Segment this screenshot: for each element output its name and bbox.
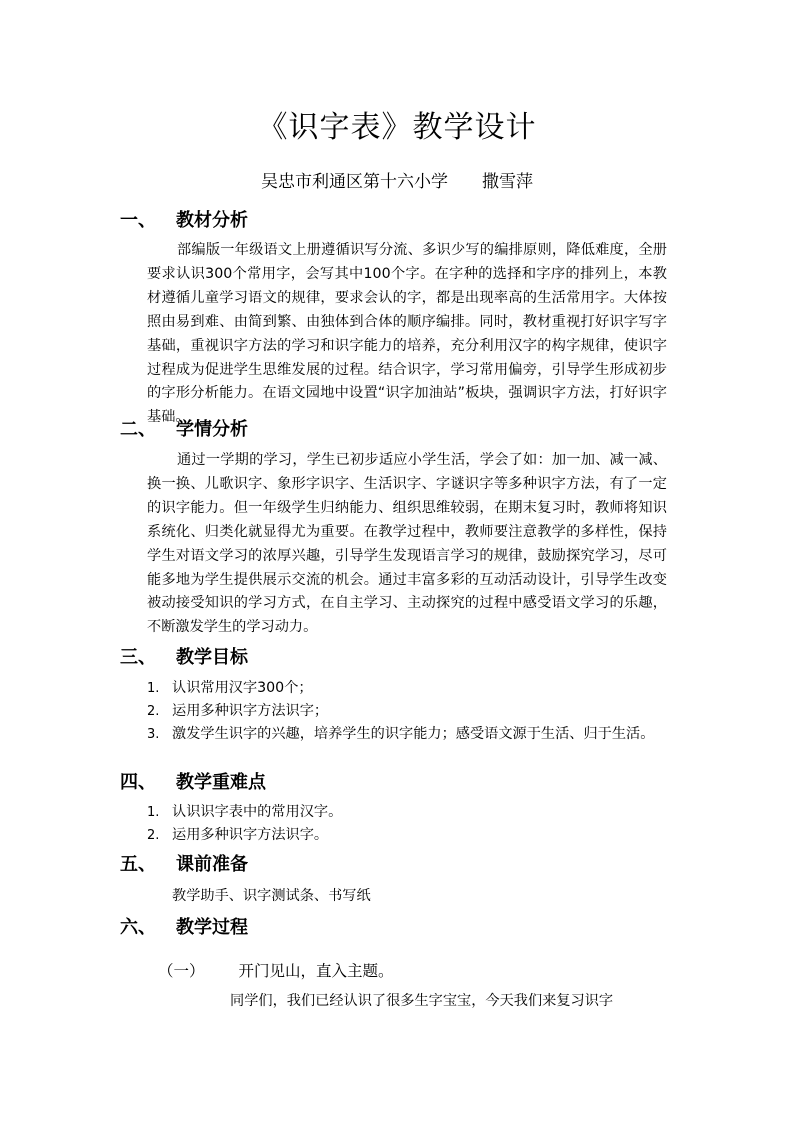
section-number: 五、 (120, 854, 156, 875)
list-number: 2. (147, 704, 160, 719)
list-text: 认识识字表中的常用汉字。 (172, 804, 343, 820)
section-heading-key-points (120, 770, 266, 796)
author-name: 撒雪萍 (482, 172, 533, 192)
section-title: 课前准备 (176, 854, 248, 875)
author-line (0, 170, 794, 194)
section-number: 六、 (120, 917, 156, 938)
list-number: 1. (147, 805, 160, 820)
key-points-list (147, 802, 672, 848)
section-number: 二、 (120, 419, 156, 440)
section-title: 教学过程 (176, 917, 248, 938)
list-item (147, 678, 672, 699)
section-title: 教学重难点 (176, 772, 266, 793)
process-step-heading (158, 959, 394, 983)
list-text: 运用多种识字方法识字。 (172, 827, 329, 843)
section-title: 学情分析 (176, 419, 248, 440)
list-number: 3. (147, 727, 160, 742)
list-text: 运用多种识字方法识字； (172, 703, 329, 719)
section-title: 教学目标 (176, 647, 248, 668)
list-item (147, 825, 672, 846)
process-step-text: 同学们，我们已经认识了很多生字宝宝，今天我们来复习识字 (230, 993, 614, 1009)
list-number: 2. (147, 828, 160, 843)
section-heading-preparation (120, 852, 248, 878)
objectives-list (147, 678, 672, 747)
step-number: （一） (158, 962, 205, 980)
section-heading-process (120, 915, 248, 941)
section-body-materials: 部编版一年级语文上册遵循识写分流、多识少写的编排原则，降低难度，全册要求认识300个常用字，会写其中100个字。在字种的选择和字序的排列上，本教材遵循儿童学习语文的规律，要求会认的字，都是出现率高的生活常用字。大体按照由易到难、由简到繁、由独体到合体的顺序编排。同时，教材重视打好识字写字基础，重视识字方法的学习和识字能力的培养，充分利用汉字的构字规律，使识字过程成为促进学生思维发展的过程。结合识字，学习常用偏旁，引导学生形成初步的字形分析能力。在语文园地中设置“识字加油站”板块，强调识字方法，打好识字基础。 (147, 242, 667, 426)
list-number: 1. (147, 681, 160, 696)
list-item (147, 802, 672, 823)
section-heading-objectives (120, 645, 248, 671)
section-body-preparation: 教学助手、识字测试条、书写纸 (172, 888, 371, 904)
document-title: 《识字表》教学设计 (257, 110, 537, 145)
section-number: 三、 (120, 647, 156, 668)
list-item (147, 724, 672, 745)
section-number: 四、 (120, 772, 156, 793)
section-body-students: 通过一学期的学习，学生已初步适应小学生活，学会了如：加一加、减一减、换一换、儿歌识字、象形字识字、生活识字、字谜识字等多种识字方法，有了一定的识字能力。但一年级学生归纳能力、组织思维较弱，在期末复习时，教师将知识系统化、归类化就显得尤为重要。在教学过程中，教师要注意教学的多样性，保持学生对语文学习的浓厚兴趣，引导学生发现语言学习的规律，鼓励探究学习，尽可能多地为学生提供展示交流的机会。通过丰富多彩的互动活动设计，引导学生改变被动接受知识的学习方式，在自主学习、主动探究的过程中感受语文学习的乐趣，不断激发学生的学习动力。 (147, 452, 667, 636)
list-item (147, 701, 672, 722)
school-name: 吴忠市利通区第十六小学 (261, 172, 448, 192)
list-text: 激发学生识字的兴趣，培养学生的识字能力；感受语文源于生活、归于生活。 (172, 726, 655, 742)
section-heading-materials (120, 208, 248, 234)
list-text: 认识常用汉字300个； (172, 680, 313, 696)
section-number: 一、 (120, 210, 156, 231)
section-title: 教材分析 (176, 210, 248, 231)
step-title: 开门见山，直入主题。 (238, 962, 394, 980)
section-heading-students (120, 417, 248, 443)
